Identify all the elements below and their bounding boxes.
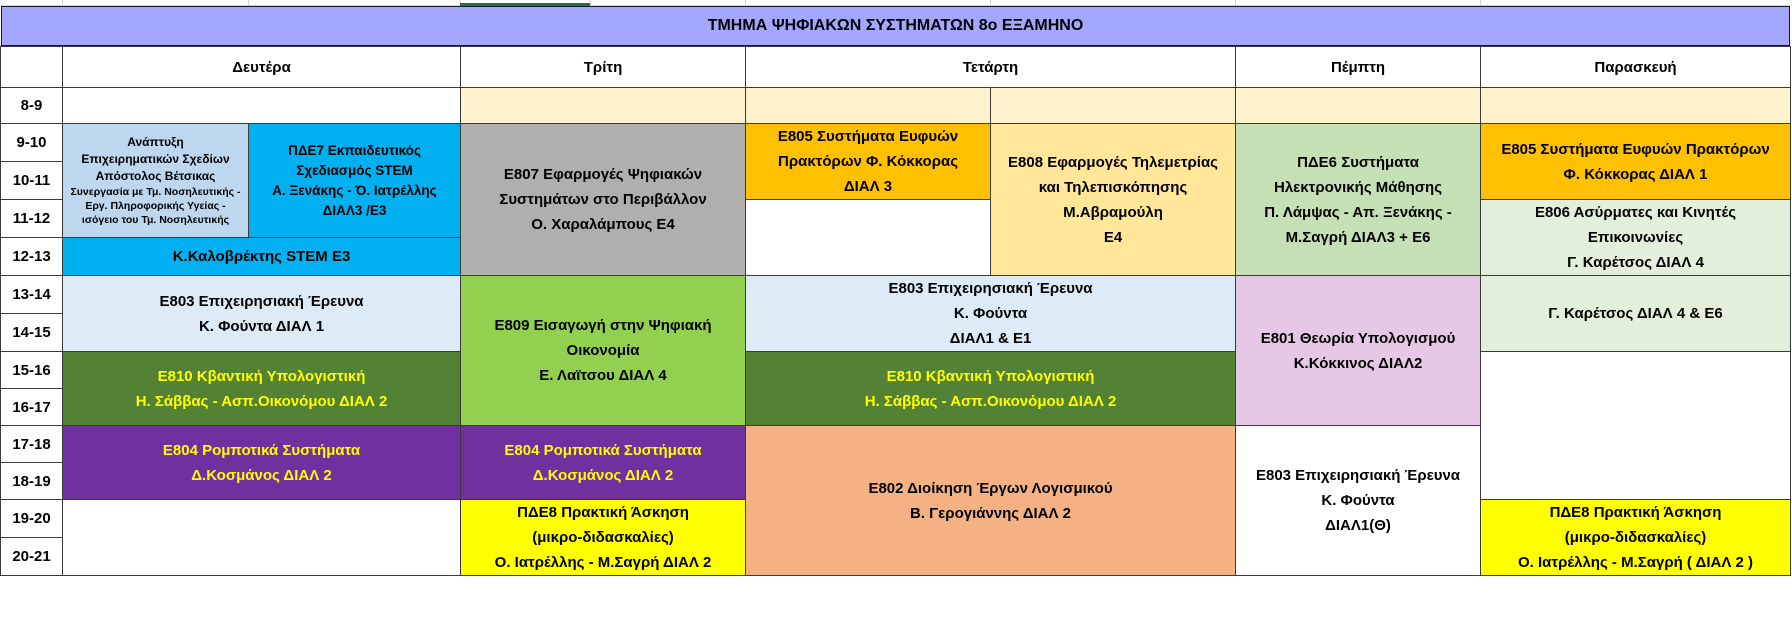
column-divider [1235, 0, 1236, 5]
course-cell-e810-monday[interactable] [63, 352, 461, 426]
empty-cell[interactable] [63, 88, 461, 124]
column-divider [62, 0, 63, 5]
course-title: Σχεδιασμός STEM [296, 162, 413, 178]
empty-cell[interactable] [746, 200, 991, 276]
course-room: ΔΙΑΛ1(Θ) [1325, 517, 1391, 534]
course-title: ΠΔΕ8 Πρακτική Άσκηση [1549, 504, 1722, 521]
course-title: Ε803 Επιχειρησιακή Έρευνα [888, 280, 1093, 297]
header-row [1, 47, 1791, 88]
day-header-friday[interactable]: Παρασκευή [1481, 47, 1791, 88]
empty-cell[interactable] [461, 88, 746, 124]
course-instructor: Μ.Αβραμούλη [1063, 203, 1163, 221]
empty-cell[interactable] [746, 88, 991, 124]
course-cell-karetsos-lab[interactable] [1481, 276, 1791, 352]
day-header-wednesday[interactable]: Τετάρτη [746, 47, 1236, 88]
course-title: Ε805 Συστήματα Ευφυών Πρακτόρων [1501, 140, 1770, 158]
course-cell-pde6[interactable] [1236, 124, 1481, 276]
course-title: Επιχειρηματικών Σχεδίων [81, 152, 230, 166]
course-cell-e803-wednesday[interactable] [746, 276, 1236, 352]
course-cell-e807[interactable] [461, 124, 746, 276]
course-room: ΔΙΑΛ1 & Ε1 [949, 330, 1032, 347]
course-title: Συστημάτων στο Περιβάλλον [499, 191, 707, 208]
course-instructor: Απόστολος Βέτσικας [95, 169, 216, 183]
course-note: Εργ. Πληροφορικής Υγείας - [85, 200, 226, 212]
course-cell-e808[interactable] [991, 124, 1236, 276]
course-instructor: Η. Σάββας - Ασπ.Οικονόμου ΔΙΑΛ 2 [135, 392, 388, 410]
time-cell[interactable]: 20-21 [1, 538, 63, 576]
time-cell[interactable]: 14-15 [1, 314, 63, 352]
course-cell-pde7[interactable] [249, 124, 461, 238]
course-title: Ε806 Ασύρματες και Κινητές [1534, 204, 1737, 221]
empty-cell[interactable] [1481, 352, 1791, 500]
course-cell-stem[interactable] [63, 238, 461, 276]
course-instructor: Ε. Λαϊτσου ΔΙΑΛ 4 [539, 367, 667, 384]
course-cell-e805-friday[interactable] [1481, 124, 1791, 200]
row-13-14 [1, 276, 1791, 314]
column-divider [1480, 0, 1481, 5]
course-title: Ε803 Επιχειρησιακή Έρευνα [159, 292, 364, 310]
empty-cell[interactable] [991, 88, 1236, 124]
time-cell[interactable]: 9-10 [1, 124, 63, 162]
time-cell[interactable]: 17-18 [1, 426, 63, 463]
course-title: Οικονομία [566, 342, 640, 359]
course-title: Ε808 Εφαρμογές Τηλεμετρίας [1008, 153, 1218, 171]
course-title: Ε805 Συστήματα Ευφυών [777, 128, 959, 145]
course-instructor: Β. Γερογιάννης ΔΙΑΛ 2 [909, 504, 1072, 522]
time-cell[interactable]: 15-16 [1, 352, 63, 389]
course-instructor: Ο. Ιατρέλλης - Μ.Σαγρή ( ΔΙΑΛ 2 ) [1517, 554, 1753, 571]
course-title: ΠΔΕ8 Πρακτική Άσκηση [517, 504, 689, 521]
column-divider [248, 0, 249, 5]
course-room: ΔΙΑΛ3 /Ε3 [322, 202, 387, 218]
course-cell-pde8-tuesday[interactable] [461, 500, 746, 576]
time-cell[interactable]: 10-11 [1, 162, 63, 200]
course-cell-e804-monday[interactable] [63, 426, 461, 500]
schedule-title[interactable]: ΤΜΗΜΑ ΨΗΦΙΑΚΩΝ ΣΥΣΤΗΜΑΤΩΝ 8ο ΕΞΑΜΗΝΟ [1, 6, 1790, 46]
course-instructor: Γ. Καρέτσος ΔΙΑΛ 4 [1567, 254, 1704, 271]
course-instructor: Δ.Κοσμάνος ΔΙΑΛ 2 [191, 466, 332, 484]
time-cell[interactable]: 18-19 [1, 463, 63, 500]
course-cell-e803-monday[interactable] [63, 276, 461, 352]
column-divider [990, 0, 991, 5]
course-instructor: Ο. Ιατρέλλης - Μ.Σαγρή ΔΙΑΛ 2 [494, 554, 712, 571]
course-cell-e810-wednesday[interactable] [746, 352, 1236, 426]
course-cell-e809[interactable] [461, 276, 746, 426]
course-title: Ε810 Κβαντική Υπολογιστική [157, 367, 366, 385]
time-cell[interactable]: 8-9 [1, 88, 63, 124]
course-title: Κ.Καλοβρέκτης STEM Ε3 [172, 248, 351, 265]
course-instructor: Κ.Κόκκινος ΔΙΑΛ2 [1293, 354, 1423, 372]
course-cell-business-plans[interactable] [63, 124, 249, 238]
course-instructor: Ο. Χαραλάμπους Ε4 [531, 216, 675, 233]
course-title: ΠΔΕ7 Εκπαιδευτικός [288, 142, 421, 158]
course-note: ισόγειο του Τμ. Νοσηλευτικής [81, 214, 230, 226]
course-title: και Τηλεπισκόπησης [1038, 178, 1188, 196]
course-room: Ε4 [1103, 228, 1123, 246]
day-header-thursday[interactable]: Πέμπτη [1236, 47, 1481, 88]
schedule-grid [0, 46, 1791, 576]
row-8-9 [1, 88, 1791, 124]
course-cell-e802[interactable] [746, 426, 1236, 576]
course-cell-pde8-friday[interactable] [1481, 500, 1791, 576]
course-instructor: Κ. Φούντα [1321, 492, 1395, 509]
course-cell-e806[interactable] [1481, 200, 1791, 276]
course-instructor: Πρακτόρων Φ. Κόκκορας [777, 153, 958, 170]
row-15-16 [1, 352, 1791, 389]
course-note: Συνεργασία με Τμ. Νοσηλευτικής - [70, 186, 241, 198]
course-instructor: Α. Ξενάκης - Ό. Ιατρέλλης [272, 182, 437, 198]
course-cell-e801[interactable] [1236, 276, 1481, 426]
course-room: ΔΙΑΛ 3 [843, 178, 893, 195]
course-title: Ε810 Κβαντική Υπολογιστική [886, 367, 1095, 385]
course-instructor: Φ. Κόκκορας ΔΙΑΛ 1 [1563, 165, 1708, 183]
course-instructor: Γ. Καρέτσος ΔΙΑΛ 4 & Ε6 [1548, 305, 1723, 322]
time-cell[interactable]: 16-17 [1, 389, 63, 426]
course-title: Ανάπτυξη [127, 135, 184, 149]
course-instructor: Κ. Φούντα ΔΙΑΛ 1 [198, 317, 325, 335]
day-header-tuesday[interactable]: Τρίτη [461, 47, 746, 88]
course-title: Ε807 Εφαρμογές Ψηφιακών [503, 166, 703, 183]
course-instructor: Δ.Κοσμάνος ΔΙΑΛ 2 [532, 466, 674, 484]
course-instructor: Μ.Σαγρή ΔΙΑΛ3 + Ε6 [1285, 228, 1431, 246]
course-cell-e803-thursday[interactable] [1236, 426, 1481, 576]
course-title: (μικρο-διδασκαλίες) [532, 529, 674, 546]
course-title: Ε804 Ρομποτικά Συστήματα [504, 441, 702, 459]
course-title: Ε809 Εισαγωγή στην Ψηφιακή [494, 317, 712, 334]
day-header-monday[interactable]: Δευτέρα [63, 47, 461, 88]
course-cell-e804-tuesday[interactable] [461, 426, 746, 500]
course-instructor: Π. Λάμψας - Απ. Ξενάκης - [1264, 203, 1452, 221]
course-cell-e805-wednesday[interactable] [746, 124, 991, 200]
column-divider [590, 0, 591, 5]
empty-cell[interactable] [1481, 88, 1791, 124]
time-cell[interactable]: 13-14 [1, 276, 63, 314]
course-title: Επικοινωνίες [1587, 229, 1684, 246]
time-cell[interactable]: 19-20 [1, 500, 63, 538]
time-cell[interactable]: 11-12 [1, 200, 63, 238]
empty-cell[interactable] [63, 500, 461, 576]
course-title: Ε802 Διοίκηση Έργων Λογισμικού [868, 479, 1113, 497]
course-title: Ε803 Επιχειρησιακή Έρευνα [1255, 467, 1461, 484]
course-title: Ε804 Ρομποτικά Συστήματα [162, 441, 361, 459]
course-instructor: Κ. Φούντα [953, 305, 1028, 322]
row-9-10 [1, 124, 1791, 162]
course-title: Ηλεκτρονικής Μάθησης [1273, 178, 1442, 196]
course-title: ΠΔΕ6 Συστήματα [1297, 153, 1419, 171]
corner-cell[interactable] [1, 47, 63, 88]
course-instructor: Η. Σάββας - Ασπ.Οικονόμου ΔΙΑΛ 2 [864, 392, 1117, 410]
course-title: Ε801 Θεωρία Υπολογισμού [1260, 329, 1456, 347]
empty-cell[interactable] [1236, 88, 1481, 124]
time-cell[interactable]: 12-13 [1, 238, 63, 276]
column-divider [745, 0, 746, 5]
course-title: (μικρο-διδασκαλίες) [1564, 529, 1707, 546]
